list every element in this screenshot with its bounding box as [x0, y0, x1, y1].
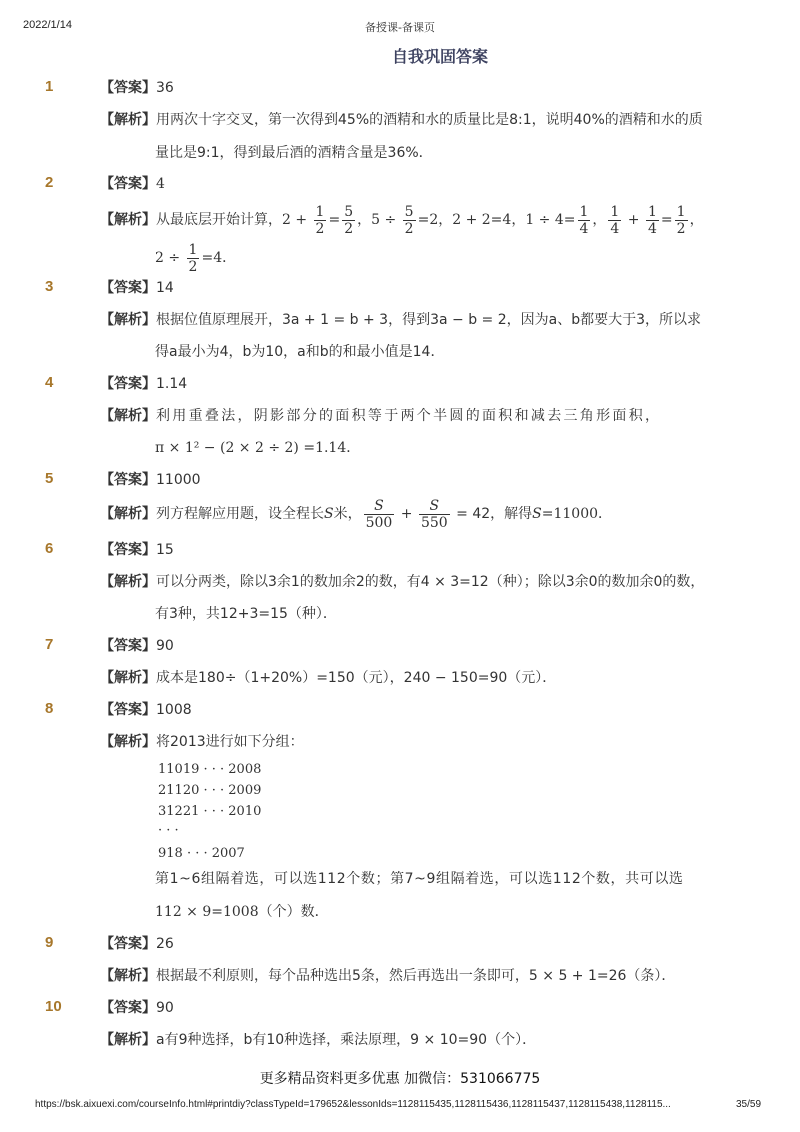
- analysis-label: 【解析】: [100, 112, 156, 128]
- fraction: [187, 242, 200, 275]
- denominator: 2: [344, 220, 354, 237]
- fraction: [314, 204, 327, 237]
- numerator: S: [364, 498, 395, 515]
- fraction: [403, 204, 416, 237]
- answer-value: 26: [156, 936, 174, 952]
- denominator: 500: [365, 514, 393, 531]
- numerator: 1: [579, 203, 589, 220]
- answer-label: 【答案】: [100, 936, 156, 952]
- analysis-line: 有3种，共12+3=15（种）．: [155, 606, 337, 622]
- math-text: =: [328, 212, 341, 228]
- question-number: 4: [45, 374, 54, 391]
- answer-row: [100, 540, 174, 560]
- denominator: 4: [647, 220, 657, 237]
- analysis-line: 112 × 9=1008（个）数．: [155, 904, 329, 920]
- numerator: 5: [404, 203, 414, 220]
- answer-row: [100, 700, 192, 720]
- group-line: 31221 · · · 2010: [158, 804, 262, 819]
- math-text: = 42，解得: [451, 506, 533, 522]
- numerator: 1: [676, 203, 686, 220]
- math-variable: S: [324, 506, 334, 522]
- analysis-line: a有9种选择，b有10种选择，乘法原理，9 × 10=90（个）．: [156, 1032, 537, 1048]
- math-variable: S: [532, 506, 542, 522]
- analysis-label: 【解析】: [100, 408, 156, 424]
- question-number: 7: [45, 636, 54, 653]
- answer-label: 【答案】: [100, 702, 156, 718]
- analysis-line: 第1~6组隔着选，可以选112个数；第7~9组隔着选，可以选112个数，共可以选: [155, 871, 684, 887]
- answer-label: 【答案】: [100, 638, 156, 654]
- analysis-text: 米，: [333, 506, 362, 522]
- question-number: 8: [45, 700, 54, 717]
- answer-label: 【答案】: [100, 472, 156, 488]
- denominator: 550: [420, 514, 448, 531]
- group-line: 918 · · · 2007: [158, 846, 245, 861]
- analysis-label: 【解析】: [100, 1032, 156, 1048]
- answer-label: 【答案】: [100, 280, 156, 296]
- denominator: 2: [188, 258, 198, 275]
- analysis-text: 从最底层开始计算，: [156, 212, 282, 228]
- math-text: =2，2 + 2=4，1 ÷ 4=: [417, 212, 576, 228]
- fraction: [646, 204, 659, 237]
- denominator: 2: [404, 220, 414, 237]
- answer-value: 4: [156, 176, 165, 192]
- answer-value: 11000: [156, 472, 201, 488]
- fraction: [608, 204, 621, 237]
- math-text: +: [396, 506, 417, 522]
- fraction: [342, 204, 355, 237]
- analysis-label: 【解析】: [100, 968, 156, 984]
- answer-row: [100, 934, 174, 954]
- denominator: 4: [610, 220, 620, 237]
- answer-value: 1008: [156, 702, 192, 718]
- analysis-line: 成本是180÷（1+20%）=150（元），240 − 150=90（元）．: [156, 670, 557, 686]
- math-text: =11000．: [541, 506, 613, 522]
- analysis-text: 列方程解应用题，设全程长: [156, 506, 324, 522]
- print-header-title: 备授课-备课页: [365, 21, 435, 34]
- analysis-line: 可以分两类，除以3余1的数加余2的数，有4 × 3=12（种）；除以3余0的数加余0的数，: [156, 574, 705, 590]
- math-text: +: [623, 212, 644, 228]
- math-text: ，: [689, 212, 704, 228]
- question-number: 5: [45, 470, 54, 487]
- answer-row: [100, 636, 174, 656]
- answer-value: 36: [156, 80, 174, 96]
- answer-value: 1.14: [156, 376, 188, 392]
- math-text: =: [660, 212, 673, 228]
- math-text: 2 +: [282, 212, 312, 228]
- question-number: 1: [45, 78, 54, 95]
- analysis-line: 得a最小为4，b为10，a和b的和最小值是14．: [155, 344, 445, 360]
- question-number: 10: [45, 998, 62, 1015]
- numerator: S: [419, 498, 450, 515]
- analysis-line: π × 1² − (2 × 2 ÷ 2) =1.14．: [155, 440, 361, 456]
- analysis-row: [100, 110, 703, 130]
- analysis-line: 根据最不利原则，每个品种选出5条，然后再选出一条即可，5 × 5 + 1=26（条）．: [156, 968, 676, 984]
- answer-label: 【答案】: [100, 80, 156, 96]
- analysis-label: 【解析】: [100, 506, 156, 522]
- answer-row: [100, 374, 187, 394]
- analysis-row: [100, 966, 675, 986]
- analysis-row: [100, 572, 704, 592]
- answer-label: 【答案】: [100, 176, 156, 192]
- denominator: 2: [676, 220, 686, 237]
- answer-row: [100, 78, 174, 98]
- analysis-line: 用两次十字交叉，第一次得到45%的酒精和水的质量比是8:1，说明40%的酒精和水的质: [156, 112, 703, 128]
- question-number: 6: [45, 540, 54, 557]
- answer-row: [100, 278, 174, 298]
- print-date: 2022/1/14: [23, 19, 72, 31]
- analysis-row: [100, 1030, 536, 1050]
- math-text: ，5 ÷: [357, 212, 401, 228]
- question-number: 2: [45, 174, 54, 191]
- answer-value: 90: [156, 1000, 174, 1016]
- numerator: 1: [315, 203, 325, 220]
- denominator: 2: [315, 220, 325, 237]
- analysis-row: [100, 668, 556, 688]
- math-text: =4．: [201, 250, 237, 266]
- analysis-line: 根据位值原理展开，3a + 1 = b + 3，得到3a − b = 2，因为a、b都要大于3，所以求: [156, 312, 701, 328]
- fraction: [578, 204, 591, 237]
- answer-value: 90: [156, 638, 174, 654]
- group-line: 21120 · · · 2009: [158, 783, 262, 798]
- question-number: 3: [45, 278, 54, 295]
- answer-row: [100, 998, 174, 1018]
- analysis-row: [100, 494, 612, 534]
- analysis-label: 【解析】: [100, 312, 156, 328]
- math-text: 2 ÷: [155, 250, 185, 266]
- math-text: ，: [592, 212, 607, 228]
- answer-label: 【答案】: [100, 376, 156, 392]
- analysis-label: 【解析】: [100, 734, 156, 750]
- fraction: [364, 498, 395, 531]
- analysis-label: 【解析】: [100, 670, 156, 686]
- analysis-line: 将2013进行如下分组：: [156, 734, 304, 750]
- denominator: 4: [579, 220, 589, 237]
- numerator: 1: [188, 241, 198, 258]
- page-number: 35/59: [736, 1099, 762, 1110]
- analysis-row: [100, 406, 661, 426]
- numerator: 1: [647, 203, 657, 220]
- numerator: 1: [610, 203, 620, 220]
- answer-row: [100, 470, 201, 490]
- answer-label: 【答案】: [100, 1000, 156, 1016]
- numerator: 5: [344, 203, 354, 220]
- analysis-row: [100, 202, 704, 238]
- group-line: · · ·: [158, 823, 179, 838]
- answer-value: 15: [156, 542, 174, 558]
- analysis-label: 【解析】: [100, 212, 156, 228]
- page-url: https://bsk.aixuexi.com/courseInfo.html#printdiy?classTypeId=179652&lessonIds=1128115435,1128115436,1128115437,1128115438,1128115...: [35, 1099, 671, 1110]
- analysis-row: [100, 732, 304, 752]
- fraction: [675, 204, 688, 237]
- question-number: 9: [45, 934, 54, 951]
- promo-banner: 更多精品资料更多优惠 加微信：531066775: [259, 1071, 541, 1087]
- answer-value: 14: [156, 280, 174, 296]
- answer-row: [100, 174, 165, 194]
- analysis-line: 量比是9:1，得到最后酒的酒精含量是36%．: [155, 145, 433, 161]
- fraction: [419, 498, 450, 531]
- page-title: 自我巩固答案: [391, 47, 488, 66]
- analysis-row: [100, 310, 701, 330]
- analysis-line: [155, 240, 236, 276]
- answer-label: 【答案】: [100, 542, 156, 558]
- analysis-label: 【解析】: [100, 574, 156, 590]
- analysis-line: 利用重叠法，阴影部分的面积等于两个半圆的面积和减去三角形面积，: [156, 408, 662, 424]
- group-line: 11019 · · · 2008: [158, 762, 262, 777]
